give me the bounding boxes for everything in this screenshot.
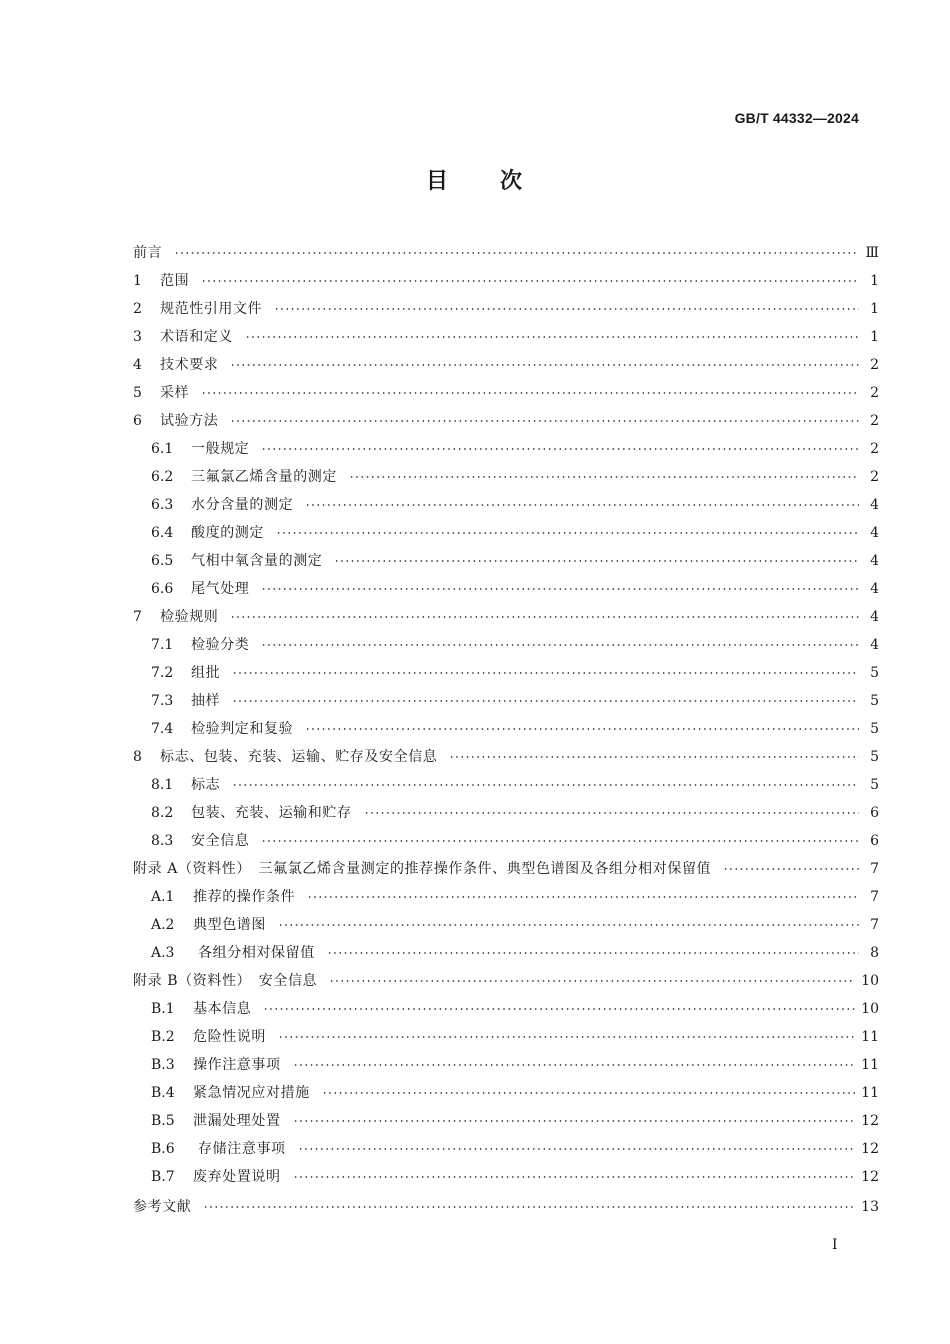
toc-number: A.2 [151, 917, 175, 933]
toc-leader [305, 504, 859, 506]
toc-number: 6.4 [151, 525, 174, 541]
toc-entry-6-5[interactable] [133, 547, 879, 575]
toc-leader [305, 728, 859, 730]
toc-number: 8 [133, 749, 142, 765]
toc-page-number: 1 [870, 301, 879, 317]
toc-entry-a-3[interactable] [133, 939, 879, 967]
table-of-contents [133, 239, 879, 1223]
toc-leader [261, 448, 859, 450]
toc-number: 3 [133, 329, 142, 345]
toc-entry-7[interactable] [133, 603, 879, 631]
toc-page-number: 11 [861, 1057, 879, 1073]
toc-page-number: 2 [870, 441, 879, 457]
toc-number: 6.6 [151, 581, 174, 597]
toc-label: 一般规定 [191, 441, 250, 457]
toc-label: 气相中氧含量的测定 [191, 553, 323, 569]
toc-number: B.7 [151, 1169, 175, 1185]
toc-number: A.1 [151, 889, 175, 905]
toc-label: 标志、包装、充装、运输、贮存及安全信息 [160, 749, 438, 765]
toc-entry-7-3[interactable] [133, 687, 879, 715]
toc-page-number: 4 [870, 609, 879, 625]
toc-number: 6.5 [151, 553, 174, 569]
toc-number: 1 [133, 273, 142, 289]
toc-entry-8-2[interactable] [133, 799, 879, 827]
toc-number: B.5 [151, 1113, 175, 1129]
toc-leader [449, 756, 859, 758]
toc-page-number: 12 [861, 1141, 879, 1157]
toc-number: 5 [133, 385, 142, 401]
toc-label: 附录 B（资料性） 安全信息 [133, 973, 318, 989]
toc-leader [329, 980, 855, 982]
toc-number: 6.2 [151, 469, 174, 485]
toc-entry-b-4[interactable] [133, 1079, 879, 1107]
toc-leader [201, 392, 859, 394]
toc-leader [334, 560, 859, 562]
toc-label: 检验规则 [160, 609, 219, 625]
toc-label: 附录 A（资料性） 三氟氯乙烯含量测定的推荐操作条件、典型色谱图及各组分相对保留值 [133, 861, 712, 877]
toc-label: 危险性说明 [193, 1029, 266, 1045]
toc-entry-6-6[interactable] [133, 575, 879, 603]
toc-page-number: 11 [861, 1029, 879, 1045]
toc-entry-6-1[interactable] [133, 435, 879, 463]
toc-page-number: 5 [870, 721, 879, 737]
toc-number: 8.3 [151, 833, 174, 849]
toc-number: 7.3 [151, 693, 174, 709]
toc-page-number: 1 [870, 273, 879, 289]
toc-number: 6 [133, 413, 142, 429]
toc-label: 范围 [160, 273, 190, 289]
toc-page-number: 4 [870, 553, 879, 569]
toc-page-number: 10 [861, 973, 879, 989]
toc-page-number: 11 [861, 1085, 879, 1101]
toc-page-number: 2 [870, 357, 879, 373]
toc-entry-6-2[interactable] [133, 463, 879, 491]
toc-number: B.3 [151, 1057, 175, 1073]
toc-entry-appendix-b[interactable] [133, 967, 879, 995]
toc-leader [723, 868, 859, 870]
toc-page-number: 6 [870, 833, 879, 849]
toc-leader [278, 1036, 855, 1038]
toc-page-number: 7 [870, 917, 879, 933]
toc-leader [174, 252, 859, 254]
toc-page-number: 5 [870, 749, 879, 765]
toc-page-number: 12 [861, 1113, 879, 1129]
toc-leader [278, 924, 859, 926]
toc-page-number: 12 [861, 1169, 879, 1185]
toc-entry-b-2[interactable] [133, 1023, 879, 1051]
toc-label: 组批 [191, 665, 221, 681]
toc-entry-a-2[interactable] [133, 911, 879, 939]
toc-entry-5[interactable] [133, 379, 879, 407]
standard-number: GB/T 44332—2024 [734, 110, 859, 126]
toc-label: 前言 [133, 245, 163, 261]
toc-label: 三氟氯乙烯含量的测定 [191, 469, 337, 485]
toc-entry-7-1[interactable] [133, 631, 879, 659]
toc-number: 7.1 [151, 637, 174, 653]
toc-leader [364, 812, 859, 814]
title-char-2: 次 [500, 169, 525, 194]
toc-label: 各组分相对保留值 [193, 945, 315, 961]
toc-label: 术语和定义 [160, 329, 233, 345]
toc-entry-7-4[interactable] [133, 715, 879, 743]
toc-number: B.1 [151, 1001, 175, 1017]
toc-label: 尾气处理 [191, 581, 250, 597]
toc-leader [201, 280, 859, 282]
toc-label: 采样 [160, 385, 190, 401]
toc-label: 泄漏处理处置 [193, 1113, 281, 1129]
toc-label: 基本信息 [193, 1001, 252, 1017]
toc-label: 操作注意事项 [193, 1057, 281, 1073]
toc-number: 7.2 [151, 665, 174, 681]
toc-number: 8.1 [151, 777, 174, 793]
toc-entry-b-3[interactable] [133, 1051, 879, 1079]
toc-page-number: 5 [870, 665, 879, 681]
toc-leader [298, 1148, 856, 1150]
toc-entry-references[interactable] [133, 1191, 879, 1223]
toc-entry-b-5[interactable] [133, 1107, 879, 1135]
toc-entry-1[interactable] [133, 267, 879, 295]
toc-leader [263, 1008, 855, 1010]
toc-leader [230, 364, 859, 366]
toc-number: 7.4 [151, 721, 174, 737]
toc-leader [230, 616, 859, 618]
toc-label: 存储注意事项 [193, 1141, 286, 1157]
toc-label: 典型色谱图 [193, 917, 266, 933]
toc-entry-4[interactable] [133, 351, 879, 379]
toc-label: 水分含量的测定 [191, 497, 294, 513]
toc-label: 检验判定和复验 [191, 721, 294, 737]
toc-leader [230, 420, 859, 422]
toc-entry-b-6[interactable] [133, 1135, 879, 1163]
toc-page-number: 8 [870, 945, 879, 961]
toc-leader [293, 1176, 856, 1178]
toc-entry-8-3[interactable] [133, 827, 879, 855]
toc-entry-6-3[interactable] [133, 491, 879, 519]
toc-label: 技术要求 [160, 357, 219, 373]
toc-entry-b-7[interactable] [133, 1163, 879, 1191]
toc-page-number: 4 [870, 525, 879, 541]
toc-page-number: Ⅲ [865, 245, 879, 261]
toc-number: A.3 [151, 945, 175, 961]
toc-entry-8[interactable] [133, 743, 879, 771]
toc-number: 4 [133, 357, 142, 373]
toc-page-number: 2 [870, 413, 879, 429]
toc-page-number: 4 [870, 637, 879, 653]
toc-leader [261, 840, 859, 842]
toc-label: 安全信息 [191, 833, 250, 849]
toc-label: 检验分类 [191, 637, 250, 653]
toc-leader [203, 1206, 855, 1208]
toc-leader [232, 784, 859, 786]
toc-leader [261, 588, 859, 590]
toc-label: 推荐的操作条件 [193, 889, 296, 905]
toc-entry-7-2[interactable] [133, 659, 879, 687]
toc-label: 试验方法 [160, 413, 219, 429]
toc-entry-8-1[interactable] [133, 771, 879, 799]
toc-number: B.2 [151, 1029, 175, 1045]
page-title [0, 164, 950, 195]
toc-number: 6.1 [151, 441, 174, 457]
toc-label: 废弃处置说明 [193, 1169, 281, 1185]
toc-label: 参考文献 [133, 1199, 192, 1215]
toc-entry-a-1[interactable] [133, 883, 879, 911]
toc-number: 2 [133, 301, 142, 317]
toc-page-number: 2 [870, 469, 879, 485]
toc-page-number: 6 [870, 805, 879, 821]
toc-leader [322, 1092, 855, 1094]
toc-page-number: 1 [870, 329, 879, 345]
toc-label: 紧急情况应对措施 [193, 1085, 310, 1101]
toc-entry-2[interactable] [133, 295, 879, 323]
toc-entry-6-4[interactable] [133, 519, 879, 547]
toc-page-number: 7 [870, 889, 879, 905]
toc-entry-b-1[interactable] [133, 995, 879, 1023]
toc-leader [232, 700, 859, 702]
toc-leader [276, 532, 859, 534]
toc-number: B.4 [151, 1085, 175, 1101]
toc-page-number: 13 [861, 1199, 879, 1215]
toc-entry-appendix-a[interactable] [133, 855, 879, 883]
toc-number: 6.3 [151, 497, 174, 513]
toc-leader [232, 672, 859, 674]
toc-label: 标志 [191, 777, 221, 793]
toc-leader [274, 308, 859, 310]
toc-leader [293, 1064, 856, 1066]
toc-label: 酸度的测定 [191, 525, 264, 541]
toc-leader [245, 336, 859, 338]
toc-leader [293, 1120, 856, 1122]
toc-page-number: 7 [870, 861, 879, 877]
toc-page-number: 5 [870, 777, 879, 793]
toc-page-number: 2 [870, 385, 879, 401]
toc-leader [261, 644, 859, 646]
toc-leader [349, 476, 859, 478]
toc-leader [307, 896, 859, 898]
toc-label: 包装、充装、运输和贮存 [191, 805, 352, 821]
toc-number: 8.2 [151, 805, 174, 821]
toc-page-number: 10 [861, 1001, 879, 1017]
toc-label: 规范性引用文件 [160, 301, 263, 317]
page-number: I [832, 1237, 838, 1253]
title-char-1: 目 [425, 169, 450, 194]
toc-number: B.6 [151, 1141, 175, 1157]
toc-page-number: 5 [870, 693, 879, 709]
toc-page-number: 4 [870, 497, 879, 513]
toc-leader [327, 952, 859, 954]
toc-page-number: 4 [870, 581, 879, 597]
toc-entry-3[interactable] [133, 323, 879, 351]
toc-number: 7 [133, 609, 142, 625]
toc-entry-6[interactable] [133, 407, 879, 435]
toc-label: 抽样 [191, 693, 221, 709]
toc-entry-preface[interactable] [133, 239, 879, 267]
